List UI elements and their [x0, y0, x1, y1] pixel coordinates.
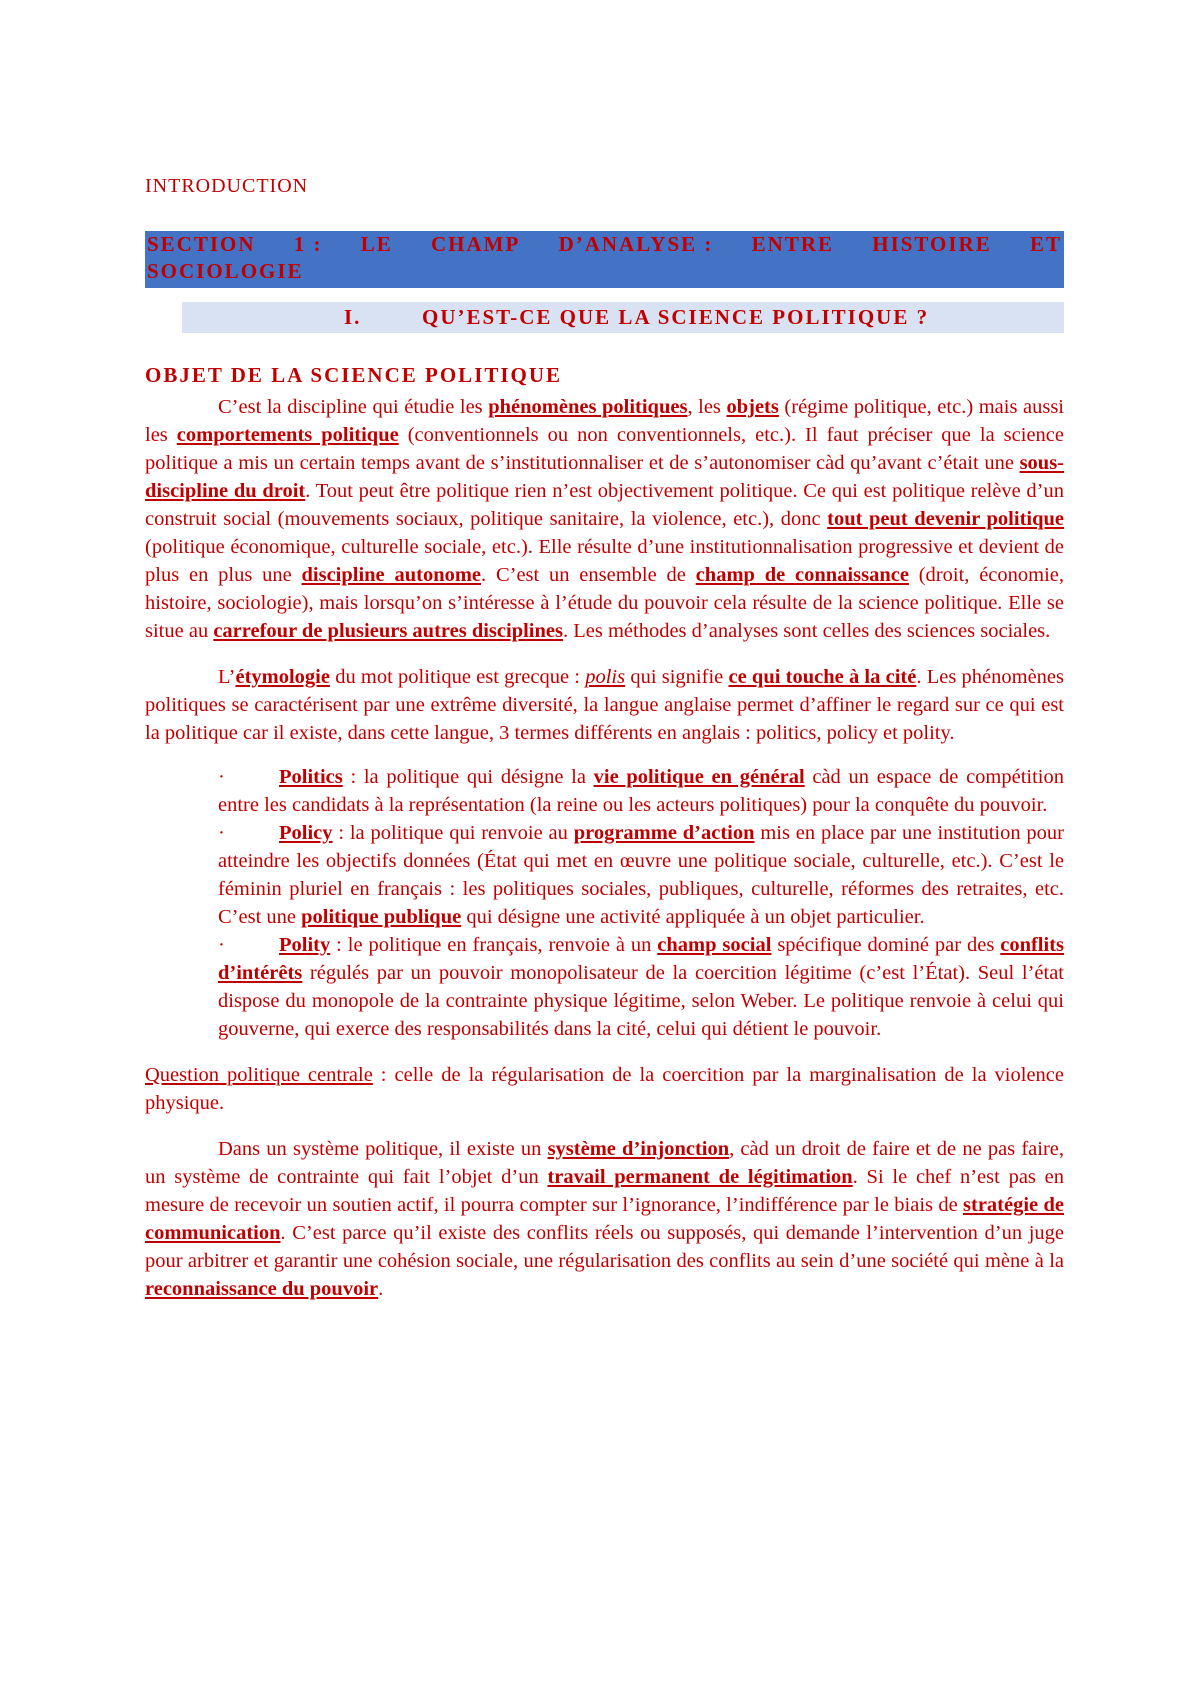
text-run: régulés par un pouvoir monopolisateur de la coercition légitime (c’est l’État). Seul l’état dispose du monopole de la contrainte physique légitime, selon Weber. Le politique renvoie à celui qui gouverne, qui exerce des responsabilités dans la cité, celui qui détient le pouvoir.	[218, 962, 1064, 1040]
italic-term: polis	[585, 666, 626, 688]
paragraph-definition	[145, 393, 1064, 645]
key-term: Polity	[279, 934, 331, 956]
key-term: champ social	[657, 934, 772, 956]
bullet-text	[218, 934, 1064, 1040]
key-term: conflits d’intérêts	[218, 934, 1065, 984]
key-term: étymologie	[235, 666, 330, 688]
key-term: discipline autonome	[301, 564, 482, 586]
key-term: système d’injonction	[547, 1138, 730, 1160]
text-run: , càd un droit de faire et de ne pas faire, un système de contrainte qui fait l’objet d’un	[145, 1138, 1065, 1188]
text-run: . Les phénomènes politiques se caractérisent par une extrême diversité, la langue anglaise permet d’affiner le regard sur ce qui est la politique car il existe, dans cette langue, 3 termes différents en anglais : politics, policy et polity.	[145, 666, 1065, 744]
bullet-text	[218, 766, 1064, 816]
underlined-term: Question politique centrale	[145, 1064, 373, 1086]
key-term: carrefour de plusieurs autres disciplines	[213, 620, 563, 642]
section-word: ENTRE	[751, 232, 834, 256]
paragraph-question	[145, 1061, 1064, 1117]
text-run: Dans un système politique, il existe un	[218, 1138, 548, 1160]
key-term: politique publique	[301, 906, 462, 928]
key-term: programme d’action	[573, 822, 755, 844]
key-term: phénomènes politiques	[488, 396, 688, 418]
text-run: . Les méthodes d’analyses sont celles des sciences sociales.	[562, 620, 1051, 642]
bullet-text	[218, 822, 1064, 928]
section-word: 1 :	[293, 232, 323, 256]
bullet-marker: ·	[218, 766, 225, 788]
text-run: : la politique qui désigne la	[342, 766, 594, 788]
text-run: qui désigne une activité appliquée à un objet particulier.	[461, 906, 925, 928]
key-term: vie politique en général	[593, 766, 805, 788]
text-run: . Si le chef n’est pas en mesure de recevoir un soutien actif, il pourra compter sur l’ignorance, l’indifférence par le biais de	[145, 1166, 1064, 1216]
bullet-polity	[218, 931, 1064, 1043]
key-term: ce qui touche à la cité	[728, 666, 917, 688]
text-run: (droit, économie, histoire, sociologie), mais lorsqu’on s’intéresse à l’étude du pouvoir cela résulte de la science politique. Elle se situe au	[145, 564, 1065, 642]
section-heading-line2: SOCIOLOGIE	[147, 259, 304, 283]
bullet-politics	[218, 763, 1064, 819]
section-word: D’ANALYSE :	[558, 232, 714, 256]
key-term: travail permanent de légitimation	[547, 1166, 853, 1188]
section-word: LE	[360, 232, 393, 256]
text-run: , les	[687, 396, 727, 418]
key-term: comportements politique	[176, 424, 399, 446]
key-term: tout peut devenir politique	[827, 508, 1064, 530]
key-term: stratégie de communication	[145, 1194, 1064, 1244]
key-term: Policy	[279, 822, 333, 844]
text-run: : le politique en français, renvoie à un	[330, 934, 658, 956]
section-word: CHAMP	[431, 232, 521, 256]
bullet-policy	[218, 819, 1064, 931]
section-heading-line1	[147, 231, 1062, 258]
text-run: qui signifie	[625, 666, 729, 688]
text-run: (conventionnels ou non conventionnels, etc.). Il faut préciser que la science politique a mis un certain temps avant de s’institutionnaliser et de s’autonomiser càd qu’avant c’était une	[145, 424, 1064, 474]
subsection-number: I.	[344, 305, 362, 329]
text-run: du mot politique est grecque :	[329, 666, 586, 688]
section-word: SECTION	[147, 232, 256, 256]
subsection-heading	[182, 302, 1064, 333]
section-heading	[145, 231, 1064, 288]
key-term: objets	[726, 396, 779, 418]
key-term: sous-discipline du droit	[145, 452, 1064, 502]
text-run: C’est la discipline qui étudie les	[218, 396, 489, 418]
text-run: . Tout peut être politique rien n’est objectivement politique. Ce qui est politique relève d’un construit social (mouvements sociaux, politique sanitaire, la violence, etc.), donc	[145, 480, 1064, 530]
text-run: : la politique qui renvoie au	[332, 822, 574, 844]
document-body	[145, 175, 1064, 1303]
text-run: .	[378, 1278, 384, 1300]
intro-heading: INTRODUCTION	[145, 175, 309, 197]
text-run: L’	[218, 666, 236, 688]
text-run: mis en place par une institution pour atteindre les objectifs données (État qui met en œuvre une politique sociale, culturelle, etc.). C’est le féminin pluriel en français : les politiques sociales, publiques, culturelle, réformes des retraites, etc. C’est une	[218, 822, 1064, 928]
subsection-title: QU’EST-CE QUE LA SCIENCE POLITIQUE ?	[422, 305, 930, 329]
text-run: . C’est parce qu’il existe des conflits réels ou supposés, qui demande l’intervention d’un juge pour arbitrer et garantir une cohésion sociale, une régularisation des conflits au sein d’une société qui mène à la	[145, 1222, 1064, 1272]
key-term: champ de connaissance	[695, 564, 909, 586]
text-run: (régime politique, etc.) mais aussi les	[145, 396, 1064, 446]
section-word: HISTOIRE	[872, 232, 992, 256]
key-term: Politics	[279, 766, 343, 788]
paragraph-system	[145, 1135, 1064, 1303]
paragraph-etymology	[145, 663, 1064, 747]
objet-heading: OBJET DE LA SCIENCE POLITIQUE	[145, 363, 563, 387]
bullet-marker: ·	[218, 934, 225, 956]
text-run: . C’est un ensemble de	[481, 564, 696, 586]
section-word: ET	[1029, 232, 1062, 256]
text-run: càd un espace de compétition entre les candidats à la représentation (la reine ou les acteurs politiques) pour la conquête du pouvoir.	[218, 766, 1064, 816]
text-run: spécifique dominé par des	[771, 934, 1001, 956]
text-run: (politique économique, culturelle sociale, etc.). Elle résulte d’une institutionnalisation progressive et devient de plus en plus une	[145, 536, 1064, 586]
key-term: reconnaissance du pouvoir	[145, 1278, 379, 1300]
bullet-marker: ·	[218, 822, 225, 844]
text-run: : celle de la régularisation de la coercition par la marginalisation de la violence physique.	[145, 1064, 1064, 1114]
bullet-list	[218, 763, 1064, 1043]
